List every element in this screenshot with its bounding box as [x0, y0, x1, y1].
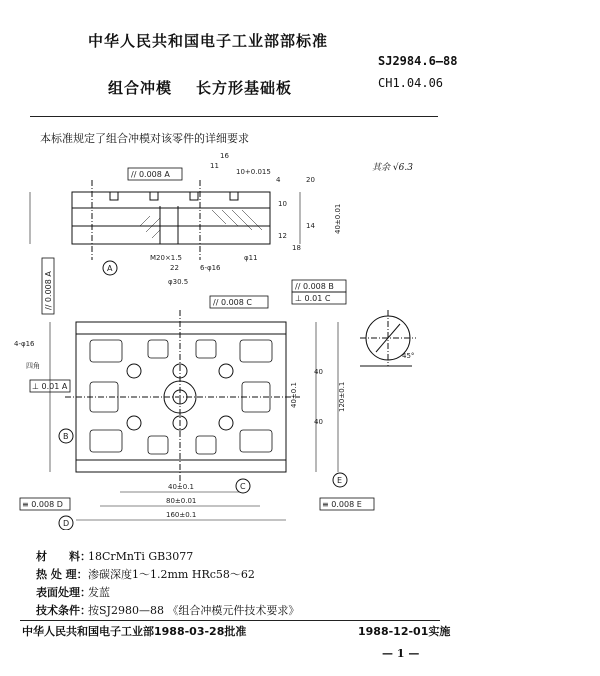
tol-frame-8: ≡ 0.008 E — [322, 500, 362, 509]
technical-drawing — [0, 140, 440, 530]
standard-number: SJ2984.6—88 — [378, 54, 458, 68]
tol-frame-4: ⊥ 0.01 C — [295, 294, 331, 303]
roughness-value: 6.3 — [398, 163, 413, 173]
dim-4: 4 — [276, 176, 281, 184]
datum-b-label: B — [63, 432, 69, 441]
dim-22: 22 — [170, 264, 179, 272]
dim-30-5: φ30.5 — [168, 278, 189, 286]
spec-key: 材 料： — [36, 550, 91, 563]
title-part1: 组合冲模 — [108, 79, 173, 97]
dim-11: 11 — [210, 162, 219, 170]
dim-80: 80±0.01 — [166, 497, 197, 505]
dim-40-tol: 40±0.1 — [290, 382, 298, 408]
issuing-organization: 中华人民共和国电子工业部部标准 — [88, 32, 329, 50]
spec-key: 技术条件： — [36, 604, 91, 617]
dim-120: 120±0.1 — [338, 381, 346, 412]
spec-value: 18CrMnTi GB3077 — [88, 550, 194, 563]
tol-frame-1: // 0.008 A — [131, 170, 170, 179]
spec-value: 渗碳深度1～1.2mm HRc58～62 — [88, 568, 255, 581]
dim-40-h: 40±0.1 — [168, 483, 194, 491]
dim-angle: 45° — [402, 352, 415, 360]
spec-heat-treatment — [36, 566, 255, 582]
dim-10: 10+0.015 — [236, 168, 271, 176]
effective-date: 1988-12-01实施 — [358, 625, 451, 638]
dim-10b: 10 — [278, 200, 287, 208]
dim-20: 20 — [306, 176, 315, 184]
footer-divider — [20, 620, 440, 621]
dim-six-holes: 6-φ16 — [200, 264, 221, 272]
spec-key: 热 处 理： — [36, 568, 88, 581]
dim-11-hole: φ11 — [244, 254, 258, 262]
roughness-label: 其余 — [372, 163, 391, 173]
spec-surface — [36, 584, 110, 600]
dim-40-side: 40±0.01 — [334, 203, 342, 234]
title-part2: 长方形基础板 — [196, 79, 293, 97]
datum-c-label: C — [240, 482, 246, 491]
dim-m20: M20×1.5 — [150, 254, 182, 262]
tol-frame-3: // 0.008 B — [295, 282, 334, 291]
dim-12: 12 — [278, 232, 287, 240]
header-divider — [30, 116, 438, 117]
tol-frame-6: // 0.008 A — [44, 271, 53, 310]
dim-160: 160±0.1 — [166, 511, 197, 519]
roughness-symbol: √ — [392, 163, 399, 173]
document-title — [108, 77, 292, 98]
tol-frame-2: // 0.008 C — [213, 298, 252, 307]
datum-a-label: A — [107, 264, 113, 273]
tol-frame-5: ⊥ 0.01 A — [32, 382, 68, 391]
spec-material — [36, 548, 193, 564]
dim-corner-note: 四角 — [26, 362, 40, 370]
datum-e-label: E — [337, 476, 343, 485]
spec-value: 按SJ2980—88 《组合冲模元件技术要求》 — [88, 604, 300, 617]
spec-value: 发蓝 — [88, 586, 110, 599]
dim-40-b: 40 — [314, 418, 323, 426]
spec-technical — [36, 602, 299, 618]
dim-40-a: 40 — [314, 368, 323, 376]
dim-18: 18 — [292, 244, 301, 252]
dim-14: 14 — [306, 222, 315, 230]
approval-line: 中华人民共和国电子工业部1988-03-28批准 — [22, 625, 247, 638]
page-number: — 1 — — [382, 647, 420, 660]
spec-key: 表面处理： — [36, 586, 91, 599]
dim-16: 16 — [220, 152, 229, 160]
intro-text: 本标准规定了组合冲模对该零件的详细要求 — [40, 132, 249, 145]
tol-frame-7: ≡ 0.008 D — [22, 500, 63, 509]
datum-d-label: D — [63, 519, 70, 528]
dim-holes-note: 4-φ16 — [14, 340, 35, 348]
ch-code: CH1.04.06 — [378, 76, 444, 90]
plan-view — [65, 310, 300, 485]
